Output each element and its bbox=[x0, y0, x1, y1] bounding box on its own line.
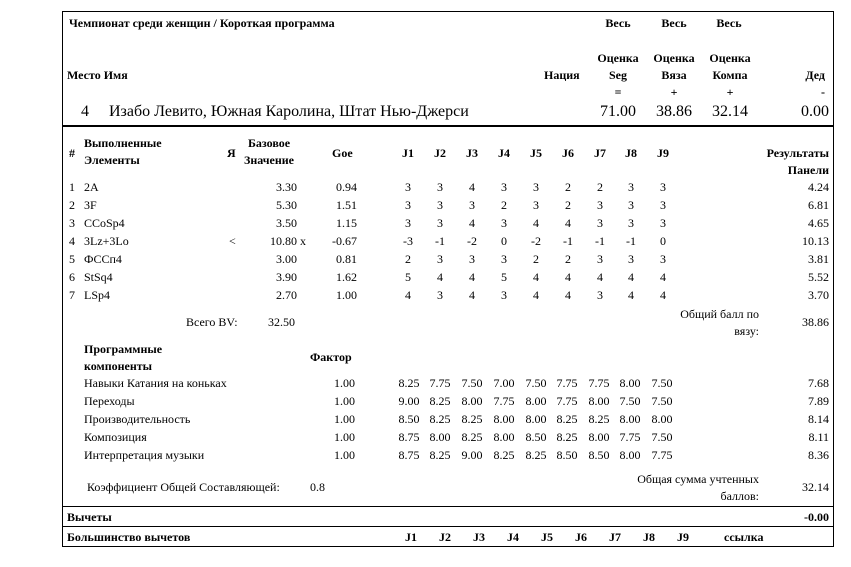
component-judge-score: 8.00 bbox=[651, 412, 673, 426]
majority-judge: J6 bbox=[575, 530, 587, 544]
component-factor: 1.00 bbox=[334, 448, 355, 462]
component-name: Навыки Катания на коньках bbox=[84, 376, 227, 390]
element-code: LSp4 bbox=[84, 288, 111, 302]
component-judge-score: 8.00 bbox=[588, 394, 610, 408]
elem-header-1: Оценка bbox=[653, 51, 695, 65]
majority-judge: J3 bbox=[473, 530, 485, 544]
panel-header-2: Панели bbox=[787, 163, 829, 177]
element-code: 3F bbox=[84, 198, 97, 212]
element-judge-score: 2 bbox=[405, 252, 411, 266]
seg-header-3: = bbox=[614, 85, 622, 99]
skater-ded-score: 0.00 bbox=[801, 103, 829, 120]
component-factor: 1.00 bbox=[334, 394, 355, 408]
component-judge-score: 8.50 bbox=[588, 448, 610, 462]
col-all-seg: Весь bbox=[605, 16, 631, 30]
component-judge-score: 8.25 bbox=[588, 412, 610, 426]
element-judge-score: 2 bbox=[565, 252, 571, 266]
component-factor: 1.00 bbox=[334, 412, 355, 426]
element-judge-score: 3 bbox=[437, 180, 443, 194]
component-name: Переходы bbox=[84, 394, 135, 408]
elem-header-3: + bbox=[670, 85, 678, 99]
element-panel-score: 4.65 bbox=[808, 216, 829, 230]
component-judge-score: 8.00 bbox=[619, 448, 641, 462]
component-judge-score: 8.25 bbox=[525, 448, 547, 462]
place-name-header: Место Имя bbox=[67, 68, 128, 82]
component-judge-score: 8.50 bbox=[556, 448, 578, 462]
element-number: 6 bbox=[69, 270, 75, 284]
element-judge-score: 5 bbox=[405, 270, 411, 284]
element-info: < bbox=[229, 234, 236, 248]
component-judge-score: 7.50 bbox=[651, 430, 673, 444]
element-judge-score: 3 bbox=[501, 216, 507, 230]
element-goe: 0.94 bbox=[336, 180, 357, 194]
base-header-2: Значение bbox=[243, 153, 294, 167]
component-factor: 1.00 bbox=[334, 430, 355, 444]
component-judge-score: 8.00 bbox=[619, 412, 641, 426]
elem-total-score: 38.86 bbox=[802, 315, 829, 329]
element-judge-score: 4 bbox=[533, 288, 539, 302]
component-judge-score: 8.25 bbox=[461, 430, 483, 444]
comp-header-1: Оценка bbox=[709, 51, 751, 65]
skater-seg-score: 71.00 bbox=[600, 103, 636, 120]
majority-judge: J5 bbox=[541, 530, 553, 544]
comp-total-score: 32.14 bbox=[802, 480, 829, 494]
element-judge-score: 2 bbox=[565, 198, 571, 212]
executed-header-2: Элементы bbox=[84, 153, 140, 167]
judge-col-header: J2 bbox=[434, 146, 446, 160]
nation-header: Нация bbox=[544, 68, 580, 82]
component-panel-score: 8.36 bbox=[808, 448, 829, 462]
element-judge-score: 3 bbox=[469, 252, 475, 266]
element-judge-score: 3 bbox=[628, 180, 634, 194]
element-judge-score: 4 bbox=[533, 270, 539, 284]
component-judge-score: 7.75 bbox=[493, 394, 515, 408]
element-code: StSq4 bbox=[84, 270, 113, 284]
element-judge-score: 2 bbox=[597, 180, 603, 194]
component-judge-score: 8.00 bbox=[461, 394, 483, 408]
element-code: 3Lz+3Lo bbox=[84, 234, 129, 248]
comp-header-2: Компа bbox=[712, 68, 748, 82]
element-judge-score: 4 bbox=[469, 180, 475, 194]
element-base-value: 3.30 bbox=[276, 180, 297, 194]
element-goe: 1.62 bbox=[336, 270, 357, 284]
element-judge-score: 3 bbox=[501, 252, 507, 266]
majority-judge: J7 bbox=[609, 530, 621, 544]
components-header-1: Программные bbox=[84, 342, 163, 356]
component-judge-score: 8.75 bbox=[398, 448, 420, 462]
component-judge-score: 7.50 bbox=[461, 376, 483, 390]
majority-judge: J8 bbox=[643, 530, 655, 544]
judge-col-header: J5 bbox=[530, 146, 542, 160]
element-judge-score: 4 bbox=[597, 270, 603, 284]
element-judge-score: -1 bbox=[435, 234, 445, 248]
component-panel-score: 7.68 bbox=[808, 376, 829, 390]
element-judge-score: 3 bbox=[597, 288, 603, 302]
element-judge-score: 3 bbox=[660, 252, 666, 266]
component-judge-score: 7.75 bbox=[588, 376, 610, 390]
component-judge-score: 8.25 bbox=[556, 430, 578, 444]
element-judge-score: 3 bbox=[501, 180, 507, 194]
element-panel-score: 5.52 bbox=[808, 270, 829, 284]
event-title: Чемпионат среди женщин / Короткая программа bbox=[69, 16, 335, 30]
component-judge-score: 8.50 bbox=[525, 430, 547, 444]
total-bv-label: Всего BV: bbox=[186, 315, 238, 329]
element-base-value: 3.90 bbox=[276, 270, 297, 284]
element-number: 1 bbox=[69, 180, 75, 194]
element-judge-score: 4 bbox=[405, 288, 411, 302]
judge-col-header: J9 bbox=[657, 146, 669, 160]
element-judge-score: 3 bbox=[597, 198, 603, 212]
component-judge-score: 9.00 bbox=[461, 448, 483, 462]
divider bbox=[63, 125, 833, 127]
seg-header-1: Оценка bbox=[597, 51, 639, 65]
component-judge-score: 8.25 bbox=[398, 376, 420, 390]
element-judge-score: 4 bbox=[565, 216, 571, 230]
element-judge-score: 2 bbox=[565, 180, 571, 194]
factor-header: Фактор bbox=[310, 350, 352, 364]
component-judge-score: 7.75 bbox=[556, 394, 578, 408]
element-panel-score: 4.24 bbox=[808, 180, 829, 194]
majority-judge: J2 bbox=[439, 530, 451, 544]
element-judge-score: 4 bbox=[469, 270, 475, 284]
element-judge-score: 3 bbox=[437, 252, 443, 266]
element-panel-score: 6.81 bbox=[808, 198, 829, 212]
element-base-value: 5.30 bbox=[276, 198, 297, 212]
element-judge-score: -1 bbox=[595, 234, 605, 248]
element-code: 2A bbox=[84, 180, 99, 194]
element-judge-score: 3 bbox=[405, 216, 411, 230]
element-judge-score: 4 bbox=[533, 216, 539, 230]
elem-total-label-1: Общий балл по bbox=[680, 307, 759, 321]
component-judge-score: 7.50 bbox=[525, 376, 547, 390]
component-judge-score: 8.25 bbox=[556, 412, 578, 426]
element-base-value: 3.50 bbox=[276, 216, 297, 230]
element-judge-score: -1 bbox=[626, 234, 636, 248]
component-judge-score: 8.00 bbox=[525, 412, 547, 426]
component-name: Производительность bbox=[84, 412, 191, 426]
element-judge-score: 3 bbox=[437, 198, 443, 212]
judge-col-header: J7 bbox=[594, 146, 606, 160]
element-judge-score: 3 bbox=[405, 180, 411, 194]
skater-place: 4 bbox=[81, 103, 89, 120]
component-judge-score: 8.25 bbox=[493, 448, 515, 462]
majority-label: Большинство вычетов bbox=[67, 530, 191, 544]
col-all-comp: Весь bbox=[716, 16, 742, 30]
element-judge-score: 3 bbox=[660, 180, 666, 194]
element-judge-score: -2 bbox=[531, 234, 541, 248]
element-base-value: 3.00 bbox=[276, 252, 297, 266]
component-judge-score: 7.75 bbox=[619, 430, 641, 444]
component-judge-score: 7.75 bbox=[429, 376, 451, 390]
element-number: 4 bbox=[69, 234, 75, 248]
judge-col-header: J1 bbox=[402, 146, 414, 160]
element-judge-score: 3 bbox=[437, 216, 443, 230]
base-header-1: Базовое bbox=[247, 136, 291, 150]
element-judge-score: 3 bbox=[660, 216, 666, 230]
deductions-label: Вычеты bbox=[67, 510, 112, 524]
components-header-2: компоненты bbox=[84, 359, 153, 373]
element-goe: 1.15 bbox=[336, 216, 357, 230]
component-factor: 1.00 bbox=[334, 376, 355, 390]
component-judge-score: 8.75 bbox=[398, 430, 420, 444]
component-judge-score: 7.75 bbox=[556, 376, 578, 390]
component-name: Интерпретация музыки bbox=[84, 448, 205, 462]
component-judge-score: 7.00 bbox=[493, 376, 515, 390]
seg-header-2: Seg bbox=[609, 68, 627, 82]
element-judge-score: 3 bbox=[405, 198, 411, 212]
component-judge-score: 8.00 bbox=[525, 394, 547, 408]
component-judge-score: 8.00 bbox=[619, 376, 641, 390]
element-panel-score: 10.13 bbox=[802, 234, 829, 248]
majority-judge: J4 bbox=[507, 530, 519, 544]
skater-name: Изабо Левито, Южная Каролина, Штат Нью-Джерси bbox=[109, 103, 469, 120]
majority-judge: J9 bbox=[677, 530, 689, 544]
element-judge-score: 0 bbox=[501, 234, 507, 248]
element-judge-score: 4 bbox=[469, 288, 475, 302]
component-judge-score: 8.00 bbox=[493, 412, 515, 426]
element-judge-score: 4 bbox=[469, 216, 475, 230]
component-judge-score: 8.25 bbox=[429, 448, 451, 462]
element-base-value: 2.70 bbox=[276, 288, 297, 302]
comp-factor-value: 0.8 bbox=[310, 480, 325, 494]
goe-header: Goe bbox=[332, 146, 353, 160]
elements-num-header: # bbox=[69, 146, 75, 160]
elem-total-label-2: вязу: bbox=[734, 324, 759, 338]
majority-judge: J1 bbox=[405, 530, 417, 544]
comp-total-label-1: Общая сумма учтенных bbox=[637, 472, 759, 486]
ded-header-1: Дед bbox=[805, 68, 825, 82]
element-judge-score: 4 bbox=[660, 270, 666, 284]
element-judge-score: 3 bbox=[533, 198, 539, 212]
element-panel-score: 3.70 bbox=[808, 288, 829, 302]
element-judge-score: -3 bbox=[403, 234, 413, 248]
element-judge-score: 4 bbox=[565, 288, 571, 302]
element-judge-score: 4 bbox=[565, 270, 571, 284]
element-judge-score: 3 bbox=[501, 288, 507, 302]
element-judge-score: 3 bbox=[628, 252, 634, 266]
component-judge-score: 7.50 bbox=[651, 394, 673, 408]
element-goe: 0.81 bbox=[336, 252, 357, 266]
component-judge-score: 8.50 bbox=[398, 412, 420, 426]
element-number: 3 bbox=[69, 216, 75, 230]
element-goe: 1.51 bbox=[336, 198, 357, 212]
deductions-value: -0.00 bbox=[804, 510, 829, 524]
component-judge-score: 7.50 bbox=[619, 394, 641, 408]
skater-elem-score: 38.86 bbox=[656, 103, 692, 120]
component-panel-score: 7.89 bbox=[808, 394, 829, 408]
element-judge-score: 3 bbox=[628, 198, 634, 212]
panel-header-1: Результаты bbox=[766, 146, 829, 160]
element-number: 2 bbox=[69, 198, 75, 212]
component-judge-score: 8.25 bbox=[461, 412, 483, 426]
elem-header-2: Вяза bbox=[661, 68, 687, 82]
element-judge-score: 3 bbox=[469, 198, 475, 212]
element-judge-score: 4 bbox=[628, 270, 634, 284]
comp-factor-label: Коэффициент Общей Составляющей: bbox=[87, 480, 280, 494]
judge-col-header: J8 bbox=[625, 146, 637, 160]
element-judge-score: 3 bbox=[533, 180, 539, 194]
element-code: CCoSp4 bbox=[84, 216, 125, 230]
element-judge-score: -1 bbox=[563, 234, 573, 248]
component-judge-score: 8.25 bbox=[429, 394, 451, 408]
element-judge-score: 3 bbox=[628, 216, 634, 230]
majority-ref: ссылка bbox=[724, 530, 764, 544]
element-judge-score: 4 bbox=[628, 288, 634, 302]
element-code: ФССп4 bbox=[84, 252, 122, 266]
element-judge-score: 2 bbox=[533, 252, 539, 266]
executed-header-1: Выполненные bbox=[84, 136, 162, 150]
element-base-bonus: x bbox=[300, 234, 306, 248]
judge-col-header: J6 bbox=[562, 146, 574, 160]
component-judge-score: 9.00 bbox=[398, 394, 420, 408]
element-judge-score: 0 bbox=[660, 234, 666, 248]
ded-header-2: - bbox=[821, 85, 825, 99]
element-goe: 1.00 bbox=[336, 288, 357, 302]
element-judge-score: 3 bbox=[597, 216, 603, 230]
component-judge-score: 8.25 bbox=[429, 412, 451, 426]
element-judge-score: -2 bbox=[467, 234, 477, 248]
element-judge-score: 2 bbox=[501, 198, 507, 212]
element-base-value: 10.80 bbox=[270, 234, 297, 248]
component-judge-score: 8.00 bbox=[588, 430, 610, 444]
element-judge-score: 3 bbox=[660, 198, 666, 212]
total-bv-value: 32.50 bbox=[268, 315, 295, 329]
component-judge-score: 8.00 bbox=[493, 430, 515, 444]
component-panel-score: 8.11 bbox=[808, 430, 829, 444]
component-judge-score: 8.00 bbox=[429, 430, 451, 444]
element-judge-score: 4 bbox=[437, 270, 443, 284]
info-header: Я bbox=[227, 146, 236, 160]
comp-total-label-2: баллов: bbox=[720, 489, 759, 503]
element-number: 7 bbox=[69, 288, 75, 302]
element-judge-score: 3 bbox=[597, 252, 603, 266]
element-panel-score: 3.81 bbox=[808, 252, 829, 266]
divider bbox=[63, 506, 833, 507]
element-goe: -0.67 bbox=[332, 234, 357, 248]
divider bbox=[63, 526, 833, 527]
col-all-elem: Весь bbox=[661, 16, 687, 30]
judge-col-header: J4 bbox=[498, 146, 510, 160]
component-judge-score: 7.50 bbox=[651, 376, 673, 390]
element-number: 5 bbox=[69, 252, 75, 266]
component-judge-score: 7.75 bbox=[651, 448, 673, 462]
component-name: Композиция bbox=[84, 430, 147, 444]
judge-col-header: J3 bbox=[466, 146, 478, 160]
element-judge-score: 4 bbox=[660, 288, 666, 302]
score-sheet bbox=[62, 11, 834, 547]
comp-header-3: + bbox=[726, 85, 734, 99]
skater-comp-score: 32.14 bbox=[712, 103, 748, 120]
component-panel-score: 8.14 bbox=[808, 412, 829, 426]
element-judge-score: 5 bbox=[501, 270, 507, 284]
element-judge-score: 3 bbox=[437, 288, 443, 302]
